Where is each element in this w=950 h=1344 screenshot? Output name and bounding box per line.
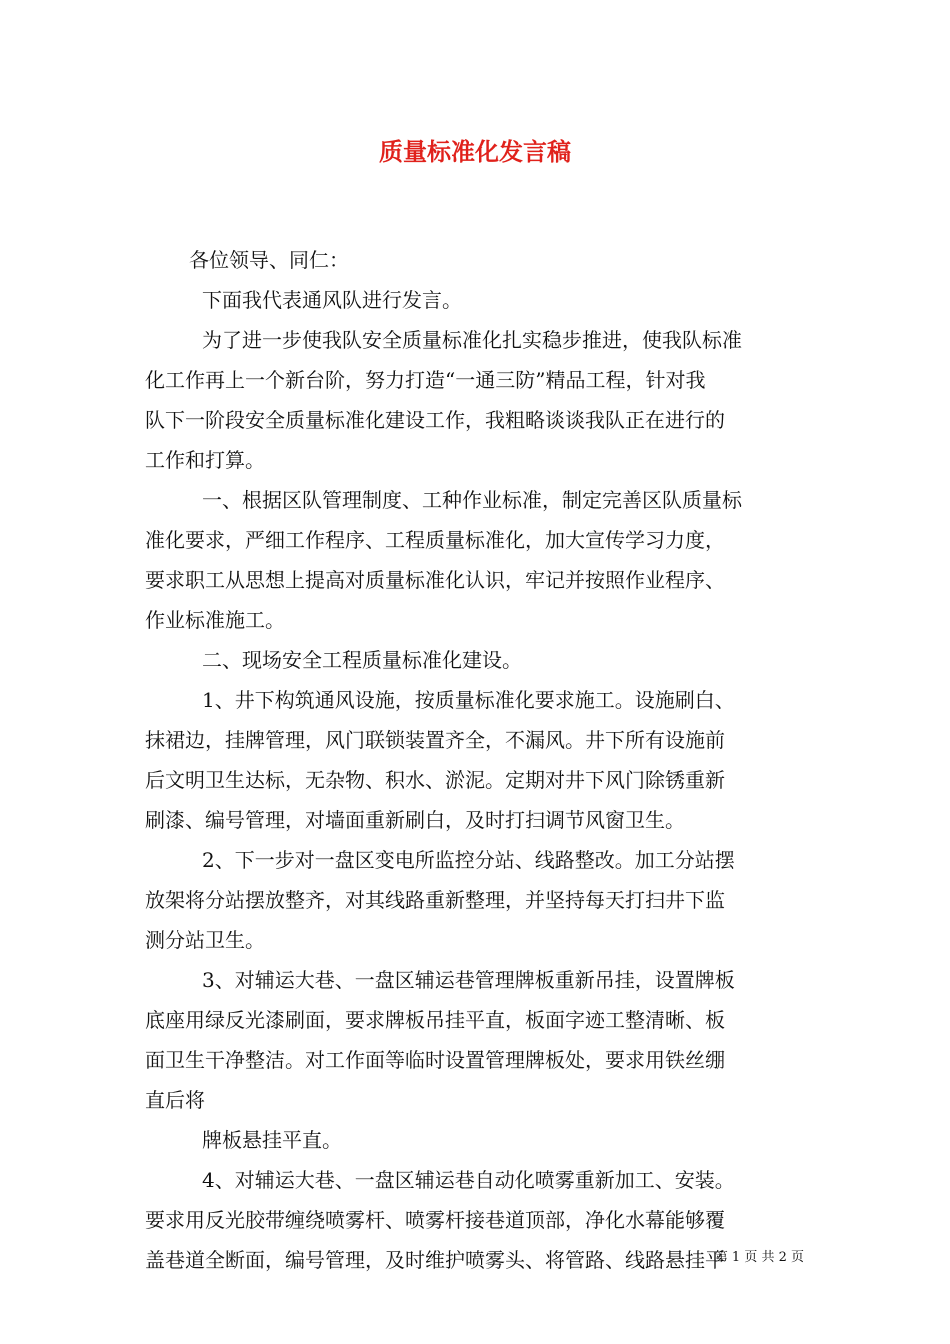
paragraph-line: 4、对辅运大巷、一盘区辅运巷自动化喷雾重新加工、安装。 bbox=[202, 1168, 735, 1192]
paragraph-line: 3、对辅运大巷、一盘区辅运巷管理牌板重新吊挂，设置牌板 bbox=[202, 968, 735, 992]
paragraph-line: 直后将 bbox=[145, 1088, 205, 1112]
paragraph-line: 化工作再上一个新台阶，努力打造“一通三防”精品工程，针对我 bbox=[145, 368, 706, 392]
paragraph-line: 面卫生干净整洁。对工作面等临时设置管理牌板处，要求用铁丝绷 bbox=[145, 1048, 725, 1072]
paragraph-line: 为了进一步使我队安全质量标准化扎实稳步推进，使我队标准 bbox=[202, 328, 742, 352]
paragraph-line: 盖巷道全断面，编号管理，及时维护喷雾头、将管路、线路悬挂平 bbox=[145, 1248, 725, 1272]
document-title: 质量标准化发言稿 bbox=[379, 137, 571, 166]
paragraph-line: 后文明卫生达标，无杂物、积水、淤泥。定期对井下风门除锈重新 bbox=[145, 768, 725, 792]
paragraph-line: 队下一阶段安全质量标准化建设工作，我粗略谈谈我队正在进行的 bbox=[145, 408, 725, 432]
paragraph-line: 工作和打算。 bbox=[145, 448, 265, 472]
paragraph-line: 准化要求，严细工作程序、工程质量标准化，加大宣传学习力度， bbox=[145, 528, 725, 552]
paragraph-line: 牌板悬挂平直。 bbox=[202, 1128, 342, 1152]
paragraph-line: 底座用绿反光漆刷面，要求牌板吊挂平直，板面字迹工整清晰、板 bbox=[145, 1008, 725, 1032]
paragraph-line: 刷漆、编号管理，对墙面重新刷白，及时打扫调节风窗卫生。 bbox=[145, 808, 685, 832]
paragraph-line: 抹裙边，挂牌管理，风门联锁装置齐全，不漏风。井下所有设施前 bbox=[145, 728, 725, 752]
paragraph-line: 要求用反光胶带缠绕喷雾杆、喷雾杆接巷道顶部，净化水幕能够覆 bbox=[145, 1208, 725, 1232]
paragraph-line: 二、现场安全工程质量标准化建设。 bbox=[202, 648, 522, 672]
paragraph-line: 要求职工从思想上提高对质量标准化认识，牢记并按照作业程序、 bbox=[145, 568, 725, 592]
page-number: 第 1 页 共 2 页 bbox=[714, 1250, 804, 1265]
paragraph-line: 测分站卫生。 bbox=[145, 928, 265, 952]
paragraph-line: 各位领导、同仁： bbox=[189, 248, 349, 272]
paragraph-line: 下面我代表通风队进行发言。 bbox=[202, 288, 462, 312]
paragraph-line: 一、根据区队管理制度、工种作业标准，制定完善区队质量标 bbox=[202, 488, 742, 512]
paragraph-line: 1、井下构筑通风设施，按质量标准化要求施工。设施刷白、 bbox=[202, 688, 735, 712]
paragraph-line: 放架将分站摆放整齐，对其线路重新整理，并坚持每天打扫井下监 bbox=[145, 888, 725, 912]
paragraph-line: 2、下一步对一盘区变电所监控分站、线路整改。加工分站摆 bbox=[202, 848, 735, 872]
paragraph-line: 作业标准施工。 bbox=[145, 608, 285, 632]
